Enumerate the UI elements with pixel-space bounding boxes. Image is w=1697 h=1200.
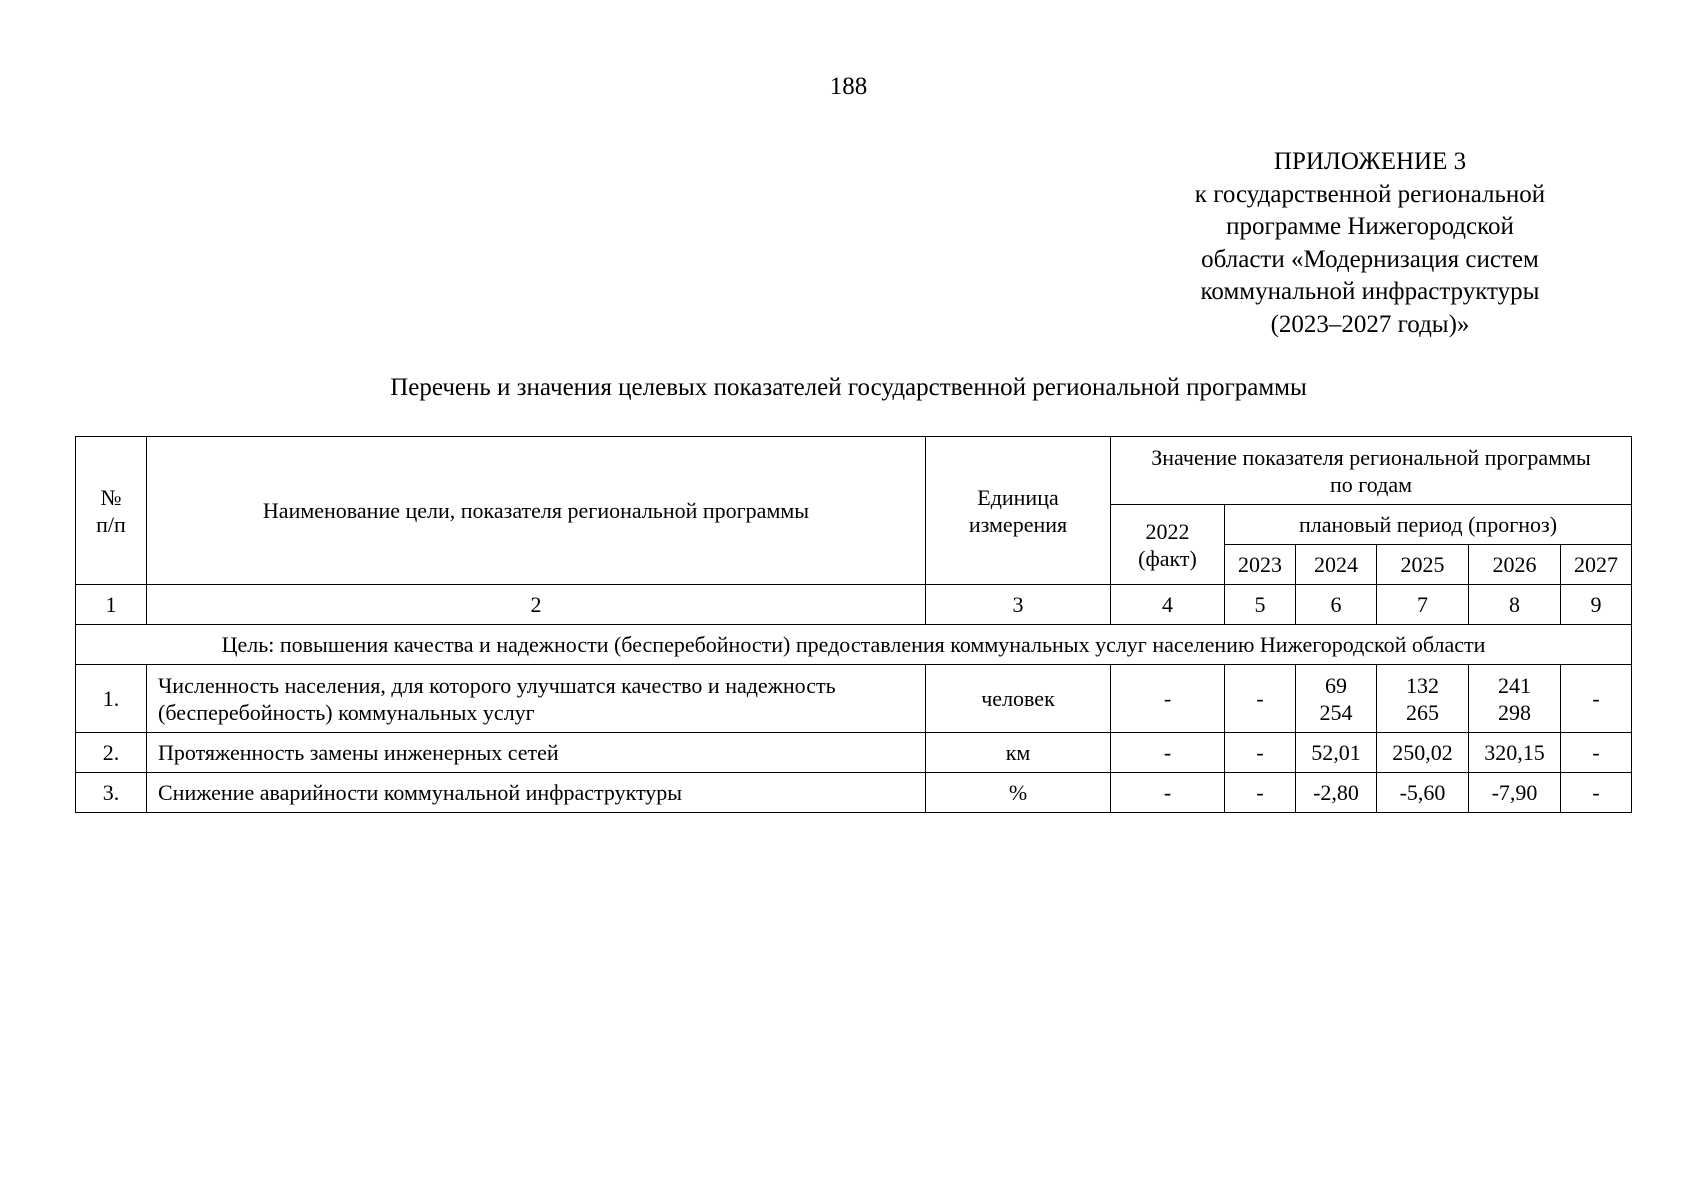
header-number [76,437,147,585]
row-unit: км [926,733,1111,773]
row-value-2026 [1469,665,1561,733]
table-row [76,773,1632,813]
header-year: 2026 [1469,545,1561,585]
row-unit: % [926,773,1111,813]
row-name-line: Численность населения, для которого улучшатся качество и надежность [158,672,836,698]
header-unit-line: Единица [977,484,1059,510]
column-number: 9 [1561,585,1632,625]
header-unit-line: измерения [968,511,1068,537]
column-number: 1 [76,585,147,625]
row-value-2022: - [1111,733,1225,773]
header-name: Наименование цели, показателя региональной программы [147,437,926,585]
row-value-2023: - [1225,733,1296,773]
column-number: 3 [926,585,1111,625]
header-values-line: по годам [1330,471,1413,497]
header-year: 2024 [1296,545,1377,585]
row-value-2025 [1377,665,1469,733]
appendix-line: ПРИЛОЖЕНИЕ 3 [1273,148,1467,175]
row-number: 1. [76,665,147,733]
appendix-line: (2023–2027 годы)» [1270,310,1470,338]
column-number: 4 [1111,585,1225,625]
row-value-2027: - [1561,733,1632,773]
row-value-2024: -2,80 [1296,773,1377,813]
header-number-abbr: п/п [96,511,126,537]
appendix-line: области «Модернизация систем [1201,245,1539,273]
column-number: 2 [147,585,926,625]
header-year: 2023 [1225,545,1296,585]
header-fact-2022 [1111,505,1225,585]
row-name-line: (бесперебойность) коммунальных услуг [158,699,535,725]
goal-text: Цель: повышения качества и надежности (бесперебойности) предоставления коммунальных услуг населению Нижегородской области [76,625,1632,665]
table-row [76,733,1632,773]
table-header-row [76,437,1632,505]
row-value-part: 298 [1498,699,1531,725]
row-value-2027: - [1561,773,1632,813]
row-value-2027: - [1561,665,1632,733]
row-value-2024: 52,01 [1296,733,1377,773]
column-number: 6 [1296,585,1377,625]
header-plan-period: плановый период (прогноз) [1225,505,1632,545]
header-unit [926,437,1111,585]
row-name: Снижение аварийности коммунальной инфраструктуры [147,773,926,813]
row-value-2022: - [1111,773,1225,813]
row-value-2025: -5,60 [1377,773,1469,813]
table-row [76,665,1632,733]
row-value-2026: 320,15 [1469,733,1561,773]
column-numbers-row [76,585,1632,625]
row-value-part: 254 [1319,699,1353,725]
appendix-line: программе Нижегородской [1226,213,1514,240]
row-value-2023: - [1225,665,1296,733]
row-name: Протяженность замены инженерных сетей [147,733,926,773]
header-fact-year: 2022 [1145,518,1190,544]
row-value-part: 69 [1325,672,1347,698]
row-value-2023: - [1225,773,1296,813]
header-year: 2027 [1561,545,1632,585]
row-number: 2. [76,733,147,773]
row-value-2022: - [1111,665,1225,733]
row-name [147,665,926,733]
row-value-2024 [1296,665,1377,733]
appendix-heading [1130,146,1610,341]
goal-row [76,625,1632,665]
row-value-part: 132 [1406,672,1439,698]
row-value-2025: 250,02 [1377,733,1469,773]
header-values-line: Значение показателя региональной программы [1151,444,1591,470]
appendix-line: к государственной региональной [1194,180,1546,208]
row-value-part: 265 [1406,699,1439,725]
row-value-part: 241 [1498,672,1531,698]
header-fact-label: (факт) [1138,545,1197,571]
column-number: 8 [1469,585,1561,625]
appendix-line: коммунальной инфраструктуры [1200,278,1540,305]
indicators-table [75,436,1632,813]
column-number: 5 [1225,585,1296,625]
row-unit: человек [926,665,1111,733]
header-values [1111,437,1632,505]
row-number: 3. [76,773,147,813]
header-number-symbol: № [100,484,122,510]
column-number: 7 [1377,585,1469,625]
header-year: 2025 [1377,545,1469,585]
page-number: 188 [829,73,868,100]
document-title: Перечень и значения целевых показателей государственной региональной программы [390,374,1307,401]
row-value-2026: -7,90 [1469,773,1561,813]
